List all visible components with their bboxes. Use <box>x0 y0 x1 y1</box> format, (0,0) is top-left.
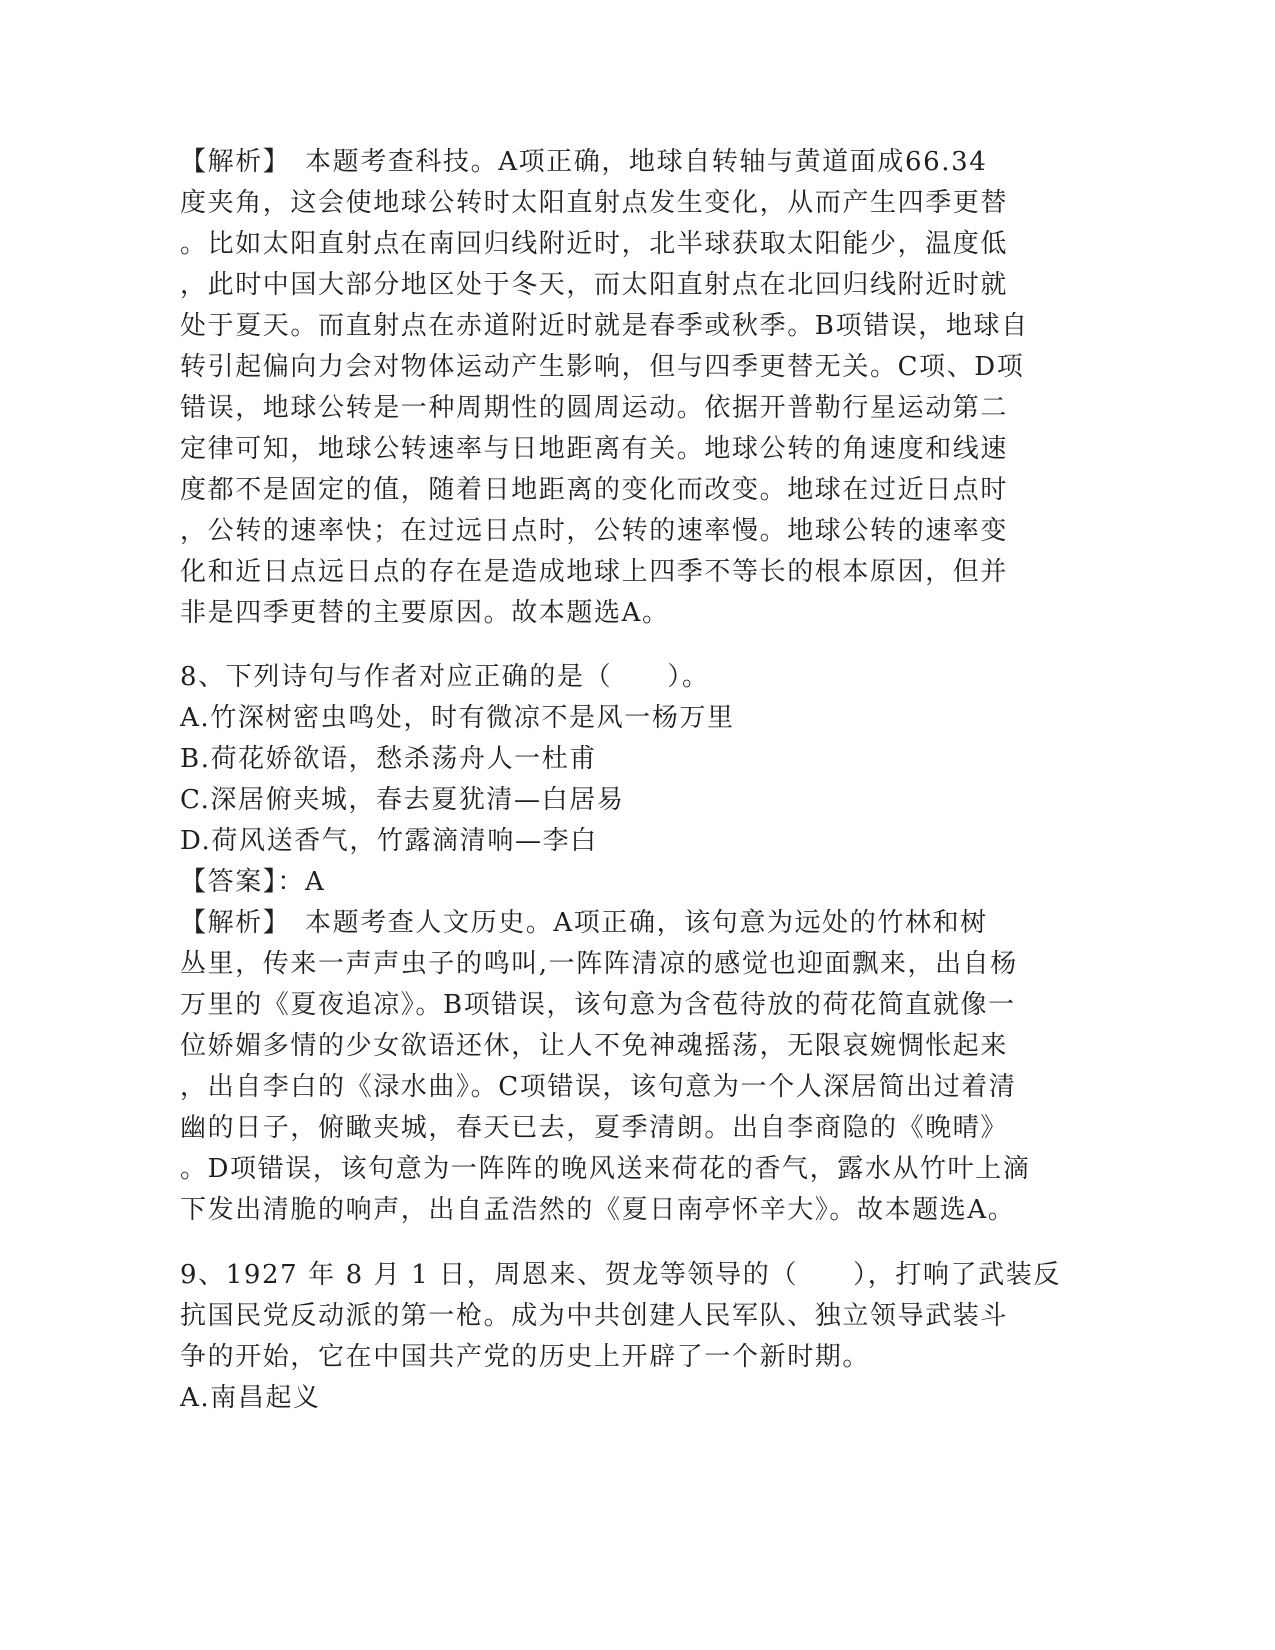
option-b: B.荷花娇欲语，愁杀荡舟人一杜甫 <box>180 744 597 774</box>
analysis-line: 化和近日点远日点的存在是造成地球上四季不等长的根本原因，但并 <box>180 557 1009 587</box>
q7-analysis-block <box>180 142 1080 634</box>
analysis-line: 幽的日子，俯瞰夹城，春天已去，夏季清朗。出自李商隐的《晚晴》 <box>180 1113 1009 1143</box>
analysis-line: 。比如太阳直射点在南回归线附近时，北半球获取太阳能少，温度低 <box>180 229 1009 259</box>
option-c: C.深居俯夹城，春去夏犹清—白居易 <box>180 785 625 815</box>
analysis-line: ，公转的速率快；在过远日点时，公转的速率慢。地球公转的速率变 <box>180 516 1009 546</box>
analysis-line: 错误，地球公转是一种周期性的圆周运动。依据开普勒行星运动第二 <box>180 393 1009 423</box>
analysis-line: ，此时中国大部分地区处于冬天，而太阳直射点在北回归线附近时就 <box>180 270 1009 300</box>
analysis-line: 度都不是固定的值，随着日地距离的变化而改变。地球在过近日点时 <box>180 475 1009 505</box>
question-stem: 抗国民党反动派的第一枪。成为中共创建人民军队、独立领导武装斗 <box>180 1301 1009 1331</box>
analysis-line: 定律可知，地球公转速率与日地距离有关。地球公转的角速度和线速 <box>180 434 1009 464</box>
analysis-line: 丛里，传来一声声虫子的鸣叫,一阵阵清凉的感觉也迎面飘来，出自杨 <box>180 949 1018 979</box>
analysis-line: 度夹角，这会使地球公转时太阳直射点发生变化，从而产生四季更替 <box>180 188 1009 218</box>
analysis-line: 万里的《夏夜追凉》。B项错误，该句意为含苞待放的荷花简直就像一 <box>180 990 1016 1020</box>
analysis-line: 非是四季更替的主要原因。故本题选A。 <box>180 598 670 628</box>
analysis-line: 下发出清脆的响声，出自孟浩然的《夏日南亭怀辛大》。故本题选A。 <box>180 1195 1016 1225</box>
question-9-block <box>180 1255 1080 1419</box>
question-8-block <box>180 657 1080 1231</box>
option-a: A.竹深树密虫鸣处，时有微凉不是风一杨万里 <box>180 703 735 733</box>
analysis-line: 转引起偏向力会对物体运动产生影响，但与四季更替无关。C项、D项 <box>180 352 1025 382</box>
analysis-line: 。D项错误，该句意为一阵阵的晚风送来荷花的香气，露水从竹叶上滴 <box>180 1154 1031 1184</box>
analysis-line: 【解析】 本题考查人文历史。A项正确，该句意为远处的竹林和树 <box>180 908 988 938</box>
analysis-line: ，出自李白的《渌水曲》。C项错误，该句意为一个人深居简出过着清 <box>180 1072 1017 1102</box>
answer-line: 【答案】：A <box>180 867 326 897</box>
question-stem: 8、下列诗句与作者对应正确的是（ ）。 <box>180 662 710 692</box>
option-d: D.荷风送香气，竹露滴清响—李白 <box>180 826 598 856</box>
question-stem: 争的开始，它在中国共产党的历史上开辟了一个新时期。 <box>180 1342 871 1372</box>
analysis-line: 【解析】 本题考查科技。A项正确，地球自转轴与黄道面成66.34 <box>180 147 988 177</box>
option-a: A.南昌起义 <box>180 1383 321 1413</box>
question-stem: 9、1927 年 8 月 1 日，周恩来、贺龙等领导的（ ），打响了武装反 <box>180 1260 1061 1290</box>
analysis-line: 处于夏天。而直射点在赤道附近时就是春季或秋季。B项错误，地球自 <box>180 311 1029 341</box>
analysis-line: 位娇媚多情的少女欲语还休，让人不免神魂摇荡，无限哀婉惆怅起来 <box>180 1031 1009 1061</box>
